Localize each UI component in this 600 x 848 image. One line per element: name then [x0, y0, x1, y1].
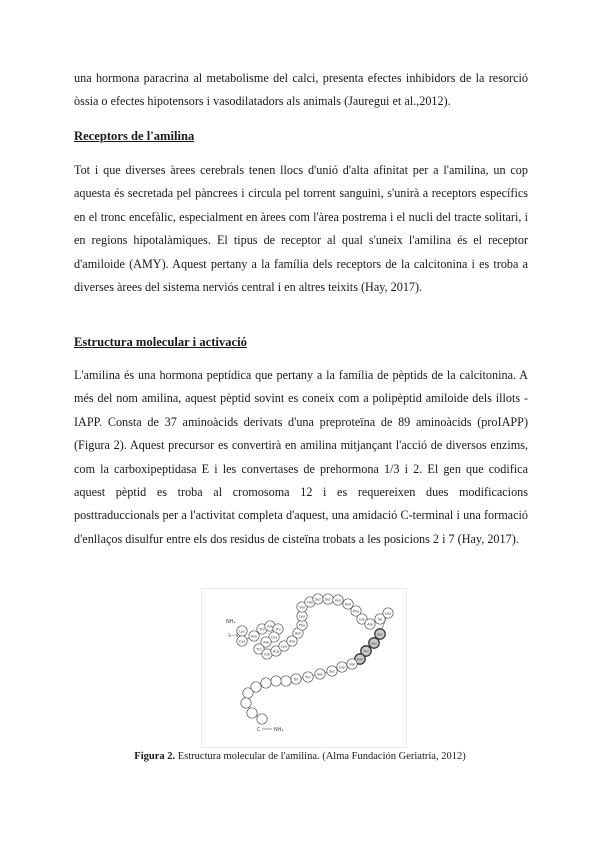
- residue-circle: [243, 688, 253, 698]
- amino-acid-residue: [365, 619, 375, 629]
- residue-label: Cys: [270, 635, 278, 640]
- paragraph-receptors: Tot i que diverses àrees cerebrals tenen llocs d'unió d'alta afinitat per a l'amilina, un cop aquesta és secretada pel pàncrees i circula pel torrent sanguini, s'unirà a receptors específics en el tronc encefàlic, especialment en àrees com l'àrea postrema i el nucli del tracte solitari, i en regions hipotalàmiques. El tipus de receptor al qual s'uneix l'amilina és el receptor d'amiloide (AMY). Aquest pertany a la família dels receptors de la calcitonina i es troba a diverses àrees del sistema nerviós central i en altres teixits (Hay, 2017).: [74, 163, 528, 295]
- residue-circle: [281, 676, 291, 686]
- amino-acid-residue: [271, 676, 281, 686]
- residue-label: Ala: [263, 640, 269, 645]
- paragraph-intro: una hormona paracrina al metabolisme del calci, presenta efectes inhibidors de la resorció òssia o efectes hipotensors i vasodilatadors als animals (Jauregui et al.,2012).: [74, 71, 528, 109]
- residue-label: Thr: [305, 675, 311, 680]
- c-terminal-amide-label: NH₂: [274, 727, 284, 733]
- residue-label: Leu: [280, 644, 288, 649]
- residue-label: Asn: [356, 657, 364, 662]
- residue-label: Ser: [325, 597, 331, 602]
- residue-label: Thr: [259, 627, 265, 632]
- residue-circle: [257, 714, 267, 724]
- amino-acid-residue: [337, 662, 347, 672]
- residue-label: Cys: [238, 639, 246, 644]
- caption-label: Figura 2.: [134, 751, 176, 762]
- amino-acid-residue: [237, 636, 247, 646]
- residue-label: Tyr: [293, 677, 299, 682]
- residue-circle: [247, 708, 257, 718]
- residue-circle: [261, 678, 271, 688]
- residue-label: Val: [299, 605, 305, 610]
- amino-acid-residue: [261, 678, 271, 688]
- residue-label: Leu: [298, 614, 306, 619]
- residue-label: Lys: [239, 629, 245, 634]
- paragraph-structure: L'amilina és una hormona peptídica que pertany a la família de pèptids de la calcitonina. A més del nom amilina, aquest pèptid sovint es coneix com a polipèptid amiloide dels illots - IAPP. Consta de 37 aminoàcids derivats d'una preproteïna de 89 aminoàcids (proIAPP) (Figura 2). Aquest precursor es convertirà en amilina mitjançant l'acció de diversos enzims, com la carboxipeptidasa E i les convertases de prehormona 1/3 i 2. El gen que codifica aquest pèptid es troba al cromosoma 12 i es requereixen dues modificacions posttraduccionals per a l'activitat completa d'aquest, una amidació C-terminal i una formació d'enllaços disulfur entre els dos residus de cisteïna trobats a les posicions 2 i 7 (Hay, 2017).: [74, 368, 528, 546]
- caption-text: Estructura molecular de l'amilina. (Alma Fundación Geriatría, 2012): [175, 751, 466, 762]
- amino-acid-residue: [383, 608, 393, 618]
- residue-label: Ile: [377, 617, 383, 622]
- amino-acid-residue: [327, 666, 337, 676]
- disulfide-label: S—S: [228, 634, 239, 639]
- amino-acid-residue: [333, 595, 343, 605]
- amino-acid-residue: [313, 594, 323, 604]
- amino-acid-residue: [315, 669, 325, 679]
- residue-label: Asn: [250, 634, 258, 639]
- amylin-structure-diagram: [202, 589, 406, 747]
- residue-circle: [271, 676, 281, 686]
- residue-label: Arg: [272, 649, 280, 654]
- amino-acid-residue: [281, 676, 291, 686]
- residue-label: Asn: [294, 631, 302, 636]
- heading-structure: Estructura molecular i activació: [74, 335, 247, 349]
- residue-label: Ser: [315, 597, 321, 602]
- residue-label: Leu: [384, 611, 392, 616]
- residue-label: Ala: [367, 622, 373, 627]
- residue-label: Thr: [275, 627, 281, 632]
- residue-label: Ser: [371, 641, 377, 646]
- amino-acid-residue: [369, 638, 379, 648]
- residue-circle: [241, 698, 251, 708]
- residue-label: Asn: [334, 598, 342, 603]
- amino-acid-residue: [247, 708, 257, 718]
- amino-acid-residue: [237, 626, 247, 636]
- residue-label: Val: [349, 662, 355, 667]
- residue-label: Ala: [267, 624, 273, 629]
- amino-acid-residue: [241, 698, 251, 708]
- residue-label: Ala: [289, 639, 295, 644]
- n-terminus-label: NH₂: [226, 619, 236, 625]
- amino-acid-residue: [323, 594, 333, 604]
- residue-label: Thr: [256, 647, 262, 652]
- amino-acid-residue: [243, 688, 253, 698]
- residue-label: Ser: [329, 669, 335, 674]
- residue-label: Thr: [363, 649, 369, 654]
- residue-label: Phe: [298, 623, 306, 628]
- amino-acid-residue: [303, 672, 313, 682]
- heading-receptors: Receptors de l'amilina: [74, 129, 195, 143]
- amino-acid-residue: [257, 714, 267, 724]
- residue-label: Gly: [339, 665, 345, 670]
- figure-caption: [0, 751, 600, 762]
- residue-label: Asn: [316, 672, 324, 677]
- residue-label: Gly: [359, 617, 365, 622]
- amylin-structure-figure: [201, 588, 407, 748]
- residue-label: Asn: [344, 602, 352, 607]
- amino-acid-residue: [347, 659, 357, 669]
- residue-label: Phe: [352, 609, 360, 614]
- amino-acid-residue: [375, 629, 385, 639]
- amino-acid-residue: [291, 674, 301, 684]
- c-terminus-label: C: [257, 727, 261, 733]
- residue-label: Ser: [377, 632, 383, 637]
- residue-label: Gln: [263, 652, 271, 657]
- residue-label: His: [307, 600, 313, 605]
